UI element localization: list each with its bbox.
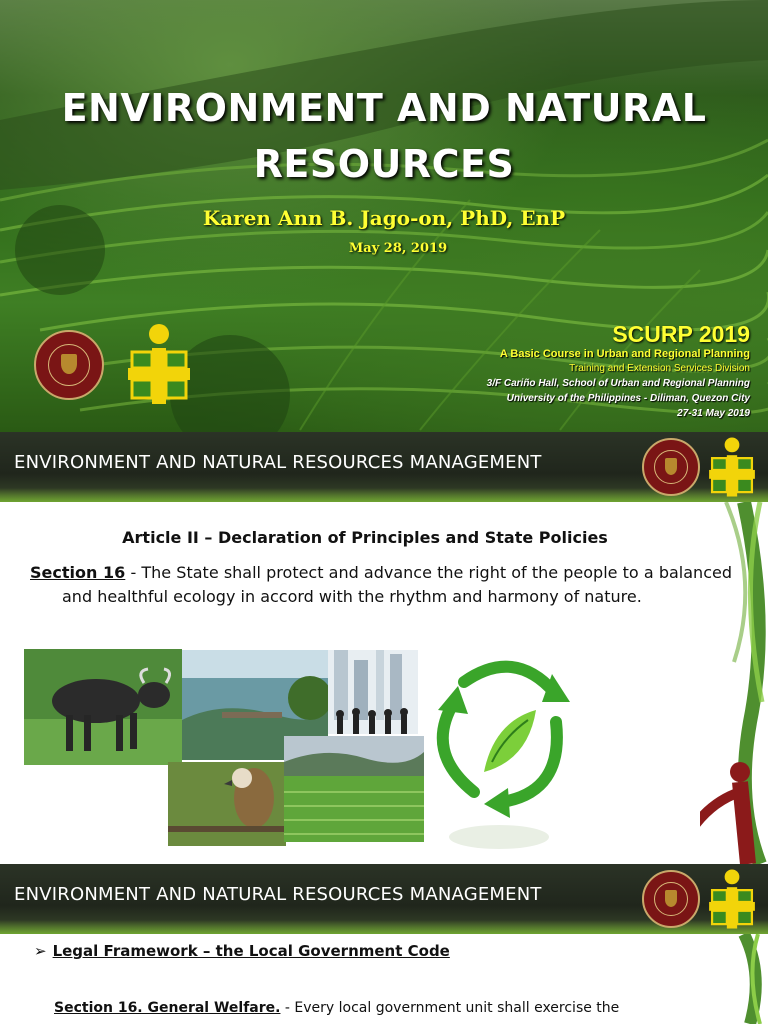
presentation-title — [0, 80, 768, 192]
presentation-date: May 28, 2019 — [348, 241, 448, 256]
event-name: SCURP 2019 — [612, 321, 750, 347]
section-16-label: Section 16 — [30, 563, 126, 582]
rice-field-photo — [284, 736, 424, 842]
article-heading: Article II – Declaration of Principles and State Policies — [122, 528, 608, 547]
slide-3-header-title: ENVIRONMENT AND NATURAL RESOURCES MANAGEMENT — [14, 884, 542, 905]
slide-2 — [0, 432, 768, 864]
section-16-text: - The State shall protect and advance the right of the people to a balanced and healthful ecology in accord with the rhythm and harmony of nature. — [62, 563, 732, 606]
vine-decoration — [724, 934, 768, 1024]
division-name: Training and Extension Services Division — [569, 363, 750, 374]
city-people-photo — [328, 650, 418, 734]
section-16-paragraph — [30, 561, 732, 609]
title-line-2: RESOURCES — [253, 142, 515, 186]
vine-decoration — [700, 502, 768, 864]
slide-3 — [0, 864, 768, 1024]
address-line-1: 3/F Cariño Hall, School of Urban and Regional Planning — [486, 378, 750, 389]
slide-2-header-title: ENVIRONMENT AND NATURAL RESOURCES MANAGEMENT — [14, 452, 542, 473]
address-line-2: University of the Philippines - Diliman, Quezon City — [506, 393, 750, 404]
up-seal-icon — [642, 438, 700, 496]
up-seal-icon — [34, 330, 104, 400]
general-welfare-label: Section 16. General Welfare. — [54, 1000, 281, 1016]
surp-logo-icon — [122, 322, 196, 406]
surp-logo-icon — [704, 436, 760, 498]
title-line-1: ENVIRONMENT AND NATURAL — [61, 86, 707, 130]
bullet-text: Legal Framework – the Local Government Code — [52, 942, 450, 960]
general-welfare-paragraph — [54, 1000, 694, 1016]
bullet-arrow-icon: ➢ — [34, 942, 47, 960]
event-info — [487, 320, 750, 421]
slide-2-header-bar — [0, 432, 768, 502]
course-name: A Basic Course in Urban and Regional Planning — [499, 348, 750, 360]
up-seal-icon — [642, 870, 700, 928]
author-name: Karen Ann B. Jago-on, PhD, EnP — [202, 206, 566, 230]
slide-3-header-bar — [0, 864, 768, 934]
surp-logo-icon — [704, 868, 760, 930]
eagle-photo — [168, 762, 286, 846]
title-slide — [0, 0, 768, 432]
general-welfare-text: - Every local government unit shall exercise the — [280, 1000, 620, 1016]
legal-framework-bullet — [34, 942, 450, 960]
carabao-photo — [24, 649, 182, 765]
event-dates: 27-31 May 2019 — [677, 408, 750, 419]
recycle-leaf-icon — [424, 652, 574, 852]
